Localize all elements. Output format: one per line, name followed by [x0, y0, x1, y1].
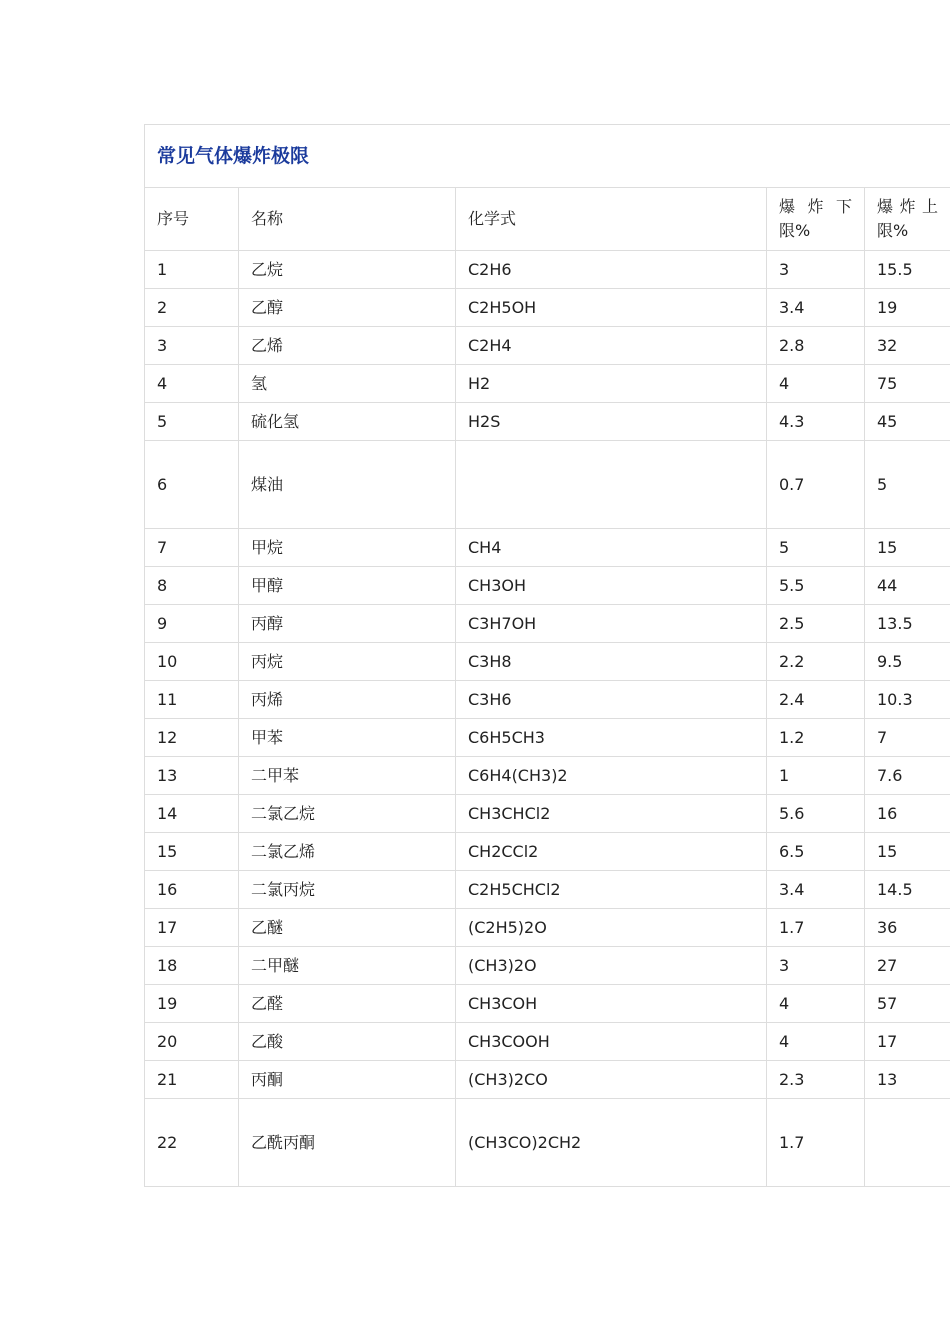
header-index: 序号	[145, 188, 239, 251]
cell-index: 6	[145, 441, 239, 529]
table-row	[145, 605, 950, 643]
cell-lower-limit: 1.7	[767, 909, 865, 947]
cell-upper-limit: 36	[865, 909, 950, 947]
cell-formula: C6H5CH3	[456, 719, 767, 757]
cell-upper-limit: 15	[865, 529, 950, 567]
cell-lower-limit: 6.5	[767, 833, 865, 871]
table-row	[145, 985, 950, 1023]
cell-upper-limit: 19	[865, 289, 950, 327]
cell-name: 丙醇	[239, 605, 456, 643]
cell-lower-limit: 2.2	[767, 643, 865, 681]
cell-lower-limit: 4	[767, 985, 865, 1023]
table-row	[145, 795, 950, 833]
table-header-row	[145, 188, 950, 251]
cell-formula: C2H5CHCl2	[456, 871, 767, 909]
table-row	[145, 529, 950, 567]
cell-index: 7	[145, 529, 239, 567]
header-formula: 化学式	[456, 188, 767, 251]
cell-index: 13	[145, 757, 239, 795]
table-row	[145, 1061, 950, 1099]
cell-name: 乙烷	[239, 251, 456, 289]
cell-lower-limit: 2.4	[767, 681, 865, 719]
table-row	[145, 1099, 950, 1187]
cell-upper-limit: 13.5	[865, 605, 950, 643]
cell-formula: C2H6	[456, 251, 767, 289]
cell-name: 甲醇	[239, 567, 456, 605]
cell-index: 22	[145, 1099, 239, 1187]
cell-index: 16	[145, 871, 239, 909]
cell-formula: (CH3)2O	[456, 947, 767, 985]
cell-lower-limit: 1.7	[767, 1099, 865, 1187]
cell-lower-limit: 2.8	[767, 327, 865, 365]
cell-lower-limit: 5	[767, 529, 865, 567]
cell-name: 煤油	[239, 441, 456, 529]
cell-lower-limit: 2.5	[767, 605, 865, 643]
cell-name: 乙酸	[239, 1023, 456, 1061]
cell-lower-limit: 2.3	[767, 1061, 865, 1099]
table-row	[145, 833, 950, 871]
cell-formula: CH3OH	[456, 567, 767, 605]
cell-index: 1	[145, 251, 239, 289]
table-row	[145, 365, 950, 403]
cell-upper-limit: 17	[865, 1023, 950, 1061]
cell-upper-limit: 5	[865, 441, 950, 529]
cell-index: 4	[145, 365, 239, 403]
cell-index: 9	[145, 605, 239, 643]
cell-formula: C3H8	[456, 643, 767, 681]
cell-name: 丙烷	[239, 643, 456, 681]
cell-formula: CH4	[456, 529, 767, 567]
cell-index: 10	[145, 643, 239, 681]
cell-formula: (CH3)2CO	[456, 1061, 767, 1099]
cell-formula: C3H7OH	[456, 605, 767, 643]
table-row	[145, 643, 950, 681]
cell-index: 14	[145, 795, 239, 833]
cell-index: 15	[145, 833, 239, 871]
cell-lower-limit: 4.3	[767, 403, 865, 441]
header-upper-limit: 爆 炸 上限%	[865, 188, 950, 251]
cell-upper-limit: 15.5	[865, 251, 950, 289]
cell-lower-limit: 4	[767, 365, 865, 403]
cell-index: 8	[145, 567, 239, 605]
cell-name: 丙酮	[239, 1061, 456, 1099]
cell-index: 17	[145, 909, 239, 947]
cell-name: 乙烯	[239, 327, 456, 365]
cell-name: 甲烷	[239, 529, 456, 567]
cell-lower-limit: 5.6	[767, 795, 865, 833]
cell-name: 二氯乙烯	[239, 833, 456, 871]
cell-name: 乙酰丙酮	[239, 1099, 456, 1187]
cell-index: 11	[145, 681, 239, 719]
explosion-limits-table	[144, 124, 950, 1187]
header-name: 名称	[239, 188, 456, 251]
cell-lower-limit: 1.2	[767, 719, 865, 757]
cell-index: 18	[145, 947, 239, 985]
table-row	[145, 681, 950, 719]
table-row	[145, 757, 950, 795]
cell-upper-limit: 14.5	[865, 871, 950, 909]
cell-formula: C2H4	[456, 327, 767, 365]
cell-index: 21	[145, 1061, 239, 1099]
cell-formula: C6H4(CH3)2	[456, 757, 767, 795]
cell-formula: (C2H5)2O	[456, 909, 767, 947]
cell-index: 2	[145, 289, 239, 327]
table-row	[145, 909, 950, 947]
cell-upper-limit: 44	[865, 567, 950, 605]
cell-upper-limit: 15	[865, 833, 950, 871]
cell-formula: H2S	[456, 403, 767, 441]
cell-name: 二氯丙烷	[239, 871, 456, 909]
table-row	[145, 719, 950, 757]
cell-name: 氢	[239, 365, 456, 403]
cell-formula: H2	[456, 365, 767, 403]
cell-upper-limit	[865, 1099, 950, 1187]
table-row	[145, 441, 950, 529]
table-row	[145, 289, 950, 327]
table-row	[145, 251, 950, 289]
cell-lower-limit: 3.4	[767, 289, 865, 327]
cell-upper-limit: 7	[865, 719, 950, 757]
cell-upper-limit: 10.3	[865, 681, 950, 719]
cell-name: 乙醛	[239, 985, 456, 1023]
cell-lower-limit: 5.5	[767, 567, 865, 605]
cell-upper-limit: 13	[865, 1061, 950, 1099]
table-row	[145, 947, 950, 985]
cell-lower-limit: 0.7	[767, 441, 865, 529]
cell-upper-limit: 7.6	[865, 757, 950, 795]
cell-upper-limit: 45	[865, 403, 950, 441]
cell-lower-limit: 3	[767, 947, 865, 985]
cell-index: 5	[145, 403, 239, 441]
cell-formula: C3H6	[456, 681, 767, 719]
table-row	[145, 567, 950, 605]
cell-lower-limit: 3	[767, 251, 865, 289]
cell-formula	[456, 441, 767, 529]
table-caption: 常见气体爆炸极限	[145, 125, 950, 188]
header-lower-limit: 爆炸下限%	[767, 188, 865, 251]
cell-upper-limit: 57	[865, 985, 950, 1023]
cell-upper-limit: 75	[865, 365, 950, 403]
cell-name: 二甲醚	[239, 947, 456, 985]
cell-lower-limit: 1	[767, 757, 865, 795]
table-row	[145, 327, 950, 365]
cell-formula: CH3COH	[456, 985, 767, 1023]
cell-name: 乙醚	[239, 909, 456, 947]
cell-upper-limit: 9.5	[865, 643, 950, 681]
table-row	[145, 403, 950, 441]
cell-name: 二甲苯	[239, 757, 456, 795]
cell-lower-limit: 4	[767, 1023, 865, 1061]
cell-name: 甲苯	[239, 719, 456, 757]
cell-upper-limit: 16	[865, 795, 950, 833]
cell-upper-limit: 27	[865, 947, 950, 985]
cell-formula: CH3COOH	[456, 1023, 767, 1061]
cell-name: 硫化氢	[239, 403, 456, 441]
table-caption-row	[145, 125, 950, 188]
cell-upper-limit: 32	[865, 327, 950, 365]
cell-name: 丙烯	[239, 681, 456, 719]
table-row	[145, 1023, 950, 1061]
cell-formula: (CH3CO)2CH2	[456, 1099, 767, 1187]
cell-index: 19	[145, 985, 239, 1023]
table-row	[145, 871, 950, 909]
cell-name: 乙醇	[239, 289, 456, 327]
cell-index: 20	[145, 1023, 239, 1061]
cell-formula: C2H5OH	[456, 289, 767, 327]
cell-formula: CH2CCl2	[456, 833, 767, 871]
cell-lower-limit: 3.4	[767, 871, 865, 909]
cell-index: 12	[145, 719, 239, 757]
cell-formula: CH3CHCl2	[456, 795, 767, 833]
cell-name: 二氯乙烷	[239, 795, 456, 833]
cell-index: 3	[145, 327, 239, 365]
